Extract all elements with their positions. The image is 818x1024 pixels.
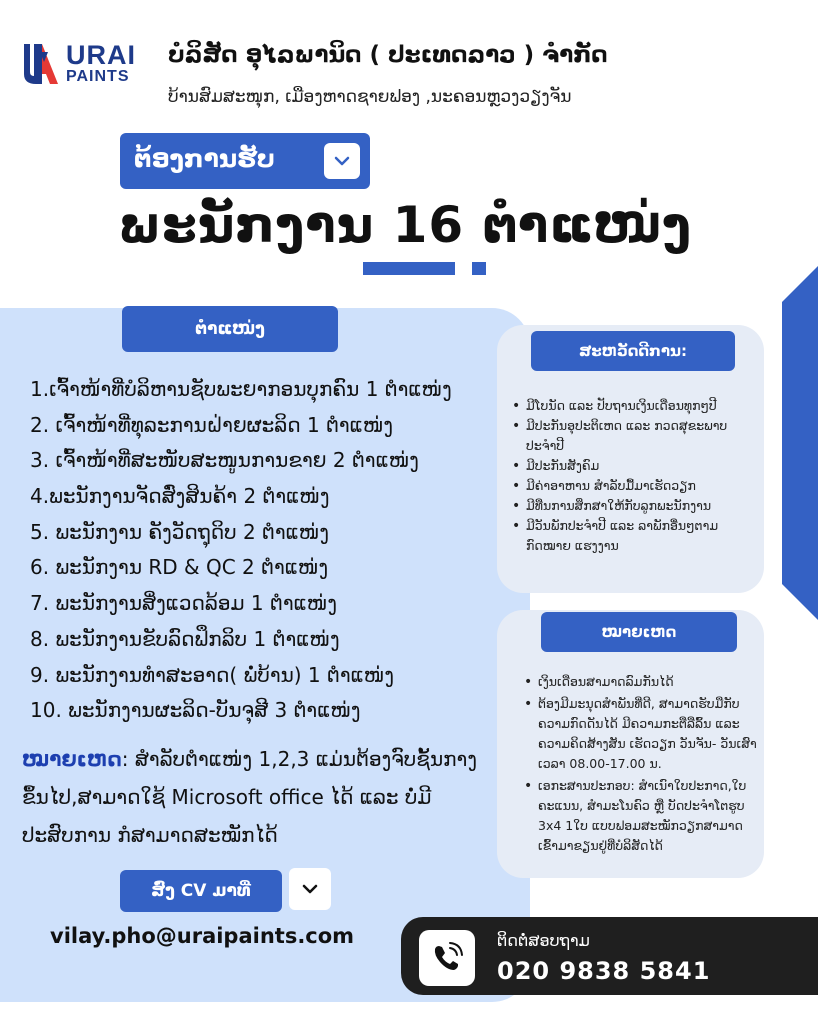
note-text: : ສຳລັບຕຳແໜ່ງ 1,2,3 ແມ່ນຕ້ອງຈົບຊັ້ນກາງຂຶ້ນໄປ,ສາມາດໃຊ້ Microsoft office ໄດ້ ແລະ ບໍ່ມີປະສົບການ ກໍສາມາດສະໝັກໄດ້ bbox=[22, 747, 477, 847]
positions-title: ຕຳແໜ່ງ bbox=[122, 306, 338, 352]
list-item: 6. ພະນັກງານ RD & QC 2 ຕຳແໜ່ງ bbox=[30, 555, 329, 580]
list-item: 3. ເຈົ້າໜ້າທີ່ສະໜັບສະໜູນການຂາຍ 2 ຕຳແໜ່ງ bbox=[30, 448, 419, 473]
logo-text-paints: PAINTS bbox=[66, 68, 130, 85]
urai-logo-icon bbox=[20, 38, 60, 88]
list-item: 4.ພະນັກງານຈັດສົ່ງສິນຄ້າ 2 ຕຳແໜ່ງ bbox=[30, 484, 330, 509]
company-name: ບໍລິສັດ ອຸໄລພານິດ ( ປະເທດລາວ ) ຈຳກັດ bbox=[168, 42, 608, 68]
list-item: 8. ພະນັກງານຂັບລົດຟຶກລິບ 1 ຕຳແໜ່ງ bbox=[30, 626, 340, 651]
chevron-down-icon bbox=[289, 868, 331, 910]
list-item: • ມີປະກັນສັງຄົມ bbox=[510, 456, 760, 476]
contact-bar bbox=[401, 917, 818, 995]
contact-phone-number[interactable]: 020 9838 5841 bbox=[497, 957, 711, 985]
list-item: • ມີປະກັນອຸປະຕິເຫດ ແລະ ກວດສຸຂະພາບປະຈຳປີ bbox=[510, 416, 760, 456]
list-item: • ມີວັນພັກປະຈຳປີ ແລະ ລາພັກອື່ນໆຕາມກົດໝາຍ ແຮງງານ bbox=[510, 516, 760, 556]
decorative-side-tab bbox=[782, 266, 818, 620]
headline-underline-dot bbox=[472, 262, 486, 275]
headline-underline bbox=[363, 262, 455, 275]
list-item: • ຕ້ອງມີມະນຸດສຳພັນທີ່ດີ, ສາມາດຮັບມືກັບຄວາມກົດດັນໄດ້ ມີຄວາມກະຕືລືລົ້ນ ແລະ ຄວາມຄິດສ້າງສັນ ເຮັດວຽກ ວັນຈັນ- ວັນເສົາ ເວລາ 08.00-17.00 ນ. bbox=[522, 694, 762, 774]
company-logo bbox=[20, 38, 145, 92]
hiring-label: ຕ້ອງການຮັບ bbox=[134, 144, 275, 173]
list-item: 10. ພະນັກງານຜະລິດ-ບັນຈຸສີ 3 ຕຳແໜ່ງ bbox=[30, 698, 361, 723]
positions-list bbox=[30, 374, 452, 731]
list-item: 1.ເຈົ້າໜ້າທີ່ບໍລິຫານຊັບພະຍາກອນບຸກຄົນ 1 ຕຳແໜ່ງ bbox=[30, 377, 452, 401]
requirements-note bbox=[22, 740, 502, 854]
phone-icon[interactable] bbox=[419, 930, 475, 986]
chevron-down-icon bbox=[324, 143, 360, 179]
list-item: • ເອກະສານປະກອບ: ສຳເນົາໃບປະກາດ,ໃບຄະແນນ, ສຳມະໂນຄົວ ຫຼື ບັດປະຈຳໂຕຮູບ 3x4 1ໃບ ແບບຟອມສະໝັກວຽກສາມາດເຂົ້າມາຂຽນຢູ່ທີ່ບໍລິສັດໄດ້ bbox=[522, 776, 762, 856]
remarks-list bbox=[522, 672, 762, 858]
benefits-list bbox=[510, 396, 760, 556]
list-item: • ມີໂບນັດ ແລະ ປັບຖານເງິນເດືອນທຸກໆປີ bbox=[510, 396, 760, 416]
send-cv-label: ສົ່ງ CV ມາທີ່ bbox=[120, 870, 282, 912]
list-item: • ມີຄ່າອາຫານ ສຳລັບມື້ມາເຮັດວຽກ bbox=[510, 476, 760, 496]
list-item: 7. ພະນັກງານສິ່ງແວດລ້ອມ 1 ຕຳແໜ່ງ bbox=[30, 591, 337, 616]
contact-label: ຕິດຕໍ່ສອບຖາມ bbox=[497, 931, 590, 950]
list-item: 5. ພະນັກງານ ຄັງວັດຖຸດິບ 2 ຕຳແໜ່ງ bbox=[30, 519, 330, 544]
note-label: ໝາຍເຫດ bbox=[22, 747, 122, 771]
logo-text-urai: URAI bbox=[66, 40, 136, 70]
list-item: • ມີທືນການສຶກສາໃຫ້ກັບລູກພະນັກງານ bbox=[510, 496, 760, 516]
list-item: 2. ເຈົ້າໜ້າທີ່ທຸລະການຝ່າຍຜະລິດ 1 ຕຳແໜ່ງ bbox=[30, 412, 394, 437]
contact-email[interactable]: vilay.pho@uraipaints.com bbox=[50, 924, 355, 948]
list-item: 9. ພະນັກງານທຳສະອາດ( ພໍ່ບ້ານ) 1 ຕຳແໜ່ງ bbox=[30, 662, 394, 687]
page-headline: ພະນັກງານ 16 ຕຳແໜ່ງ bbox=[118, 196, 692, 254]
company-address: ບ້ານສົມສະໜຸກ, ເມືອງຫາດຊາຍຟອງ ,ນະຄອນຫຼວງວຽງຈັນ bbox=[168, 87, 572, 107]
remarks-title: ໝາຍເຫດ bbox=[541, 612, 737, 652]
list-item: • ເງິນເດືອນສາມາດລົມກັນໄດ້ bbox=[522, 672, 762, 692]
benefits-title: ສະຫວັດດີການ: bbox=[531, 331, 735, 371]
hiring-banner bbox=[120, 133, 370, 189]
